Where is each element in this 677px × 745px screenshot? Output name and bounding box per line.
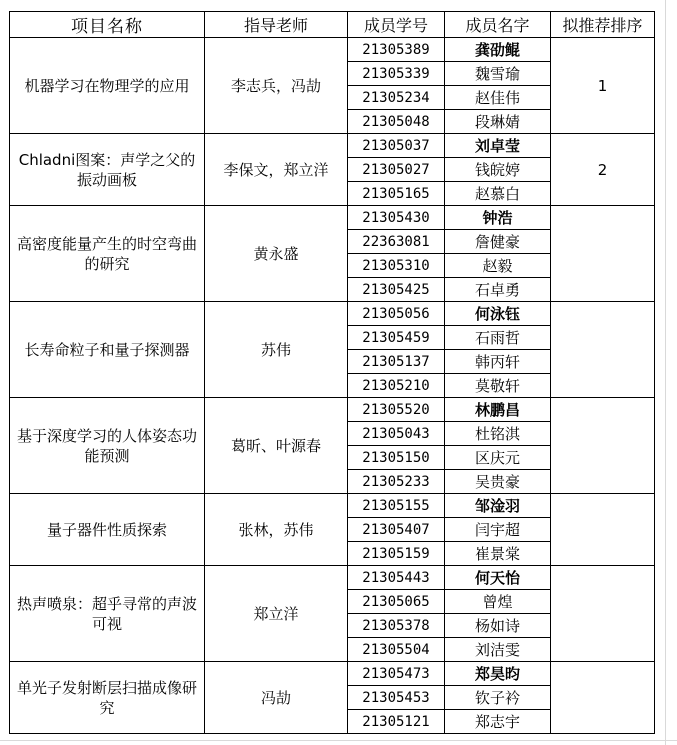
- student-id-cell[interactable]: 21305155: [348, 494, 445, 518]
- header-teacher[interactable]: 指导老师: [205, 12, 348, 38]
- student-name-cell[interactable]: 赵慕白: [445, 182, 551, 206]
- student-id-cell[interactable]: 21305043: [348, 422, 445, 446]
- team-leader-name-cell[interactable]: 何泳钰: [445, 302, 551, 326]
- student-id-cell[interactable]: 21305137: [348, 350, 445, 374]
- student-name-cell[interactable]: 魏雪瑜: [445, 62, 551, 86]
- rank-cell[interactable]: [551, 494, 655, 566]
- student-name-cell[interactable]: 段琳婧: [445, 110, 551, 134]
- rank-cell[interactable]: 2: [551, 134, 655, 206]
- team-leader-name-cell[interactable]: 钟浩: [445, 206, 551, 230]
- header-row: [10, 12, 655, 38]
- student-id-cell[interactable]: 21305407: [348, 518, 445, 542]
- student-id-cell[interactable]: 21305027: [348, 158, 445, 182]
- student-id-cell[interactable]: 21305459: [348, 326, 445, 350]
- student-id-cell[interactable]: 21305210: [348, 374, 445, 398]
- student-name-cell[interactable]: 钦子衿: [445, 686, 551, 710]
- student-id-cell[interactable]: 21305159: [348, 542, 445, 566]
- header-project[interactable]: 项目名称: [10, 12, 205, 38]
- team-leader-name-cell[interactable]: 郑昊昀: [445, 662, 551, 686]
- table-row: [10, 134, 655, 158]
- teacher-cell[interactable]: 郑立洋: [205, 566, 348, 662]
- student-name-cell[interactable]: 吴贵豪: [445, 470, 551, 494]
- team-leader-name-cell[interactable]: 何天怡: [445, 566, 551, 590]
- header-student-name[interactable]: 成员名字: [445, 12, 551, 38]
- rank-cell[interactable]: [551, 206, 655, 302]
- student-name-cell[interactable]: 詹健豪: [445, 230, 551, 254]
- student-id-cell[interactable]: 21305389: [348, 38, 445, 62]
- project-title-cell[interactable]: 高密度能量产生的时空弯曲的研究: [10, 206, 205, 302]
- table-row: [10, 302, 655, 326]
- teacher-cell[interactable]: 苏伟: [205, 302, 348, 398]
- student-name-cell[interactable]: 杨如诗: [445, 614, 551, 638]
- project-title-cell[interactable]: 量子器件性质探索: [10, 494, 205, 566]
- student-name-cell[interactable]: 曾煌: [445, 590, 551, 614]
- project-title-cell[interactable]: 机器学习在物理学的应用: [10, 38, 205, 134]
- student-name-cell[interactable]: 区庆元: [445, 446, 551, 470]
- student-name-cell[interactable]: 崔景棠: [445, 542, 551, 566]
- teacher-cell[interactable]: 李志兵，冯劼: [205, 38, 348, 134]
- student-name-cell[interactable]: 闫宇超: [445, 518, 551, 542]
- table-row: [10, 206, 655, 230]
- rank-cell[interactable]: [551, 662, 655, 734]
- table-row: [10, 494, 655, 518]
- header-rank[interactable]: 拟推荐排序: [551, 12, 655, 38]
- teacher-cell[interactable]: 张林，苏伟: [205, 494, 348, 566]
- student-id-cell[interactable]: 21305065: [348, 590, 445, 614]
- teacher-cell[interactable]: 冯劼: [205, 662, 348, 734]
- student-id-cell[interactable]: 21305310: [348, 254, 445, 278]
- team-leader-name-cell[interactable]: 邹淦羽: [445, 494, 551, 518]
- student-name-cell[interactable]: 钱皖婷: [445, 158, 551, 182]
- student-name-cell[interactable]: 石雨哲: [445, 326, 551, 350]
- student-id-cell[interactable]: 21305234: [348, 86, 445, 110]
- student-id-cell[interactable]: 21305453: [348, 686, 445, 710]
- student-id-cell[interactable]: 21305233: [348, 470, 445, 494]
- rank-cell[interactable]: [551, 398, 655, 494]
- project-title-cell[interactable]: 基于深度学习的人体姿态功能预测: [10, 398, 205, 494]
- student-id-cell[interactable]: 21305504: [348, 638, 445, 662]
- project-title-cell[interactable]: 单光子发射断层扫描成像研究: [10, 662, 205, 734]
- student-id-cell[interactable]: 21305048: [348, 110, 445, 134]
- student-name-cell[interactable]: 赵毅: [445, 254, 551, 278]
- table-row: [10, 38, 655, 62]
- team-leader-name-cell[interactable]: 龚劭鲲: [445, 38, 551, 62]
- student-name-cell[interactable]: 韩丙轩: [445, 350, 551, 374]
- table-body: [10, 38, 655, 734]
- rank-cell[interactable]: 1: [551, 38, 655, 134]
- student-id-cell[interactable]: 21305165: [348, 182, 445, 206]
- student-id-cell[interactable]: 21305430: [348, 206, 445, 230]
- rank-cell[interactable]: [551, 566, 655, 662]
- teacher-cell[interactable]: 黄永盛: [205, 206, 348, 302]
- student-id-cell[interactable]: 21305037: [348, 134, 445, 158]
- student-id-cell[interactable]: 21305425: [348, 278, 445, 302]
- gridline: [0, 740, 677, 741]
- student-id-cell[interactable]: 21305339: [348, 62, 445, 86]
- project-title-cell[interactable]: Chladni图案：声学之父的振动画板: [10, 134, 205, 206]
- student-name-cell[interactable]: 石卓勇: [445, 278, 551, 302]
- rank-cell[interactable]: [551, 302, 655, 398]
- student-name-cell[interactable]: 莫敬轩: [445, 374, 551, 398]
- team-leader-name-cell[interactable]: 林鹏昌: [445, 398, 551, 422]
- student-name-cell[interactable]: 赵佳伟: [445, 86, 551, 110]
- student-id-cell[interactable]: 21305150: [348, 446, 445, 470]
- student-id-cell[interactable]: 21305520: [348, 398, 445, 422]
- project-table: [9, 11, 655, 734]
- team-leader-name-cell[interactable]: 刘卓莹: [445, 134, 551, 158]
- student-id-cell[interactable]: 21305473: [348, 662, 445, 686]
- table-row: [10, 566, 655, 590]
- table-row: [10, 398, 655, 422]
- student-id-cell[interactable]: 21305121: [348, 710, 445, 734]
- student-id-cell[interactable]: 21305443: [348, 566, 445, 590]
- teacher-cell[interactable]: 李保文，郑立洋: [205, 134, 348, 206]
- student-name-cell[interactable]: 杜铭淇: [445, 422, 551, 446]
- student-name-cell[interactable]: 郑志宇: [445, 710, 551, 734]
- student-name-cell[interactable]: 刘洁雯: [445, 638, 551, 662]
- table-row: [10, 662, 655, 686]
- gridline: [665, 0, 666, 745]
- teacher-cell[interactable]: 葛昕、叶源春: [205, 398, 348, 494]
- project-title-cell[interactable]: 长寿命粒子和量子探测器: [10, 302, 205, 398]
- header-student-id[interactable]: 成员学号: [348, 12, 445, 38]
- student-id-cell[interactable]: 21305378: [348, 614, 445, 638]
- project-title-cell[interactable]: 热声喷泉：超乎寻常的声波可视: [10, 566, 205, 662]
- student-id-cell[interactable]: 22363081: [348, 230, 445, 254]
- student-id-cell[interactable]: 21305056: [348, 302, 445, 326]
